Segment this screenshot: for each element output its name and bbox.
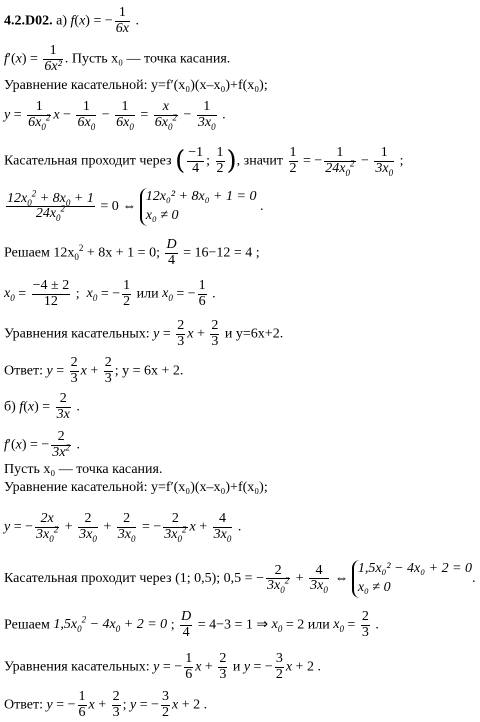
problem-header: 4.2.D02. а) f(x) = − $\frac{1}{6x}$ . bbox=[4, 5, 139, 36]
a-system bbox=[140, 188, 257, 226]
b-derivative-line: f′(x) = − $\frac{2}{3x^2}$ . bbox=[4, 429, 81, 460]
a-system-row1: 12x₀² + 8x₀ + 1 = 0 bbox=[145, 189, 257, 204]
b-tangents-line: Уравнения касательных: y = − $\frac{1}{6}$ x + $\frac{2}{3}$ и y = − $\frac{3}{2}$ x + 2 . bbox=[4, 651, 321, 682]
b-passes-line: Касательная проходит через (1; 0,5); 0,5 = − $\frac{2}{3x_0^2}$ + $\frac{4}{3x_0}$ ⇔ 1,5x₀² − 4x₀ + 2 = 0 x₀ ≠ 0. bbox=[4, 560, 476, 598]
a-equation-line: $\frac{12x_0^2 + 8x_0 + 1}{24x_0^2}$ = 0 ⇔ 12x₀² + 8x₀ + 1 = 0 x₀ ≠ 0 . bbox=[4, 188, 263, 226]
a-passes-line: Касательная проходит через ( $\frac{-1}{4}$ ; $\frac{1}{2}$ ), значит $\frac{1}{2}$ = − $\frac{1}{24x_0^2}$ − $\frac{1}{3x_0}$ ; bbox=[4, 145, 404, 178]
func-denominator: 6x bbox=[115, 20, 129, 36]
deriv-numerator: 1 bbox=[43, 44, 62, 60]
b-solve-line: Решаем $1,5x_0^2 - 4x_0 + 2 = 0$ ; $\frac{D}{4}$ = 4−3 = 1 ⇒ $x_0 = 2$ или $x_0$ = $\frac{2}{3}$ . bbox=[4, 609, 379, 640]
b-system-row1: 1,5x₀² − 4x₀ + 2 = 0 bbox=[357, 561, 473, 576]
a-tangent-expr: y = $\frac{1}{6x_0^2}$ x − $\frac{1}{6x_0}$ − $\frac{1}{6x_0}$ = $\frac{x}{6x_0^2}$ − $\frac{1}{3x_0}$ . bbox=[4, 99, 226, 132]
a-answer-label: Ответ: bbox=[4, 363, 43, 379]
b-func-line: б) f(x) = $\frac{2}{3x}$ . bbox=[4, 391, 80, 422]
a-tangents-title: Уравнения касательных: bbox=[4, 326, 150, 342]
deriv-denominator: 6x² bbox=[44, 58, 62, 74]
b-answer-line: Ответ: y = − $\frac{1}{6}$ x + $\frac{2}{3}$ ; y = − $\frac{3}{2}$ x + 2 . bbox=[4, 689, 208, 720]
part-b-label: б) bbox=[4, 399, 16, 415]
b-tangents-title: Уравнения касательных: bbox=[4, 659, 150, 675]
b-point-text: Пусть x₀ — точка касания. bbox=[4, 462, 163, 477]
a-derivative-line: f′(x) = $\frac{1}{\text{6x²}}$ . Пусть x₀ — точка касания. bbox=[4, 43, 231, 74]
func-numerator: 1 bbox=[115, 6, 130, 22]
b-system-row2: x₀ ≠ 0 bbox=[357, 579, 391, 595]
problem-id: 4.2.D02. bbox=[4, 13, 53, 29]
a-roots-line: $x_0$ = $\frac{-4 \pm 2}{12}$ ; $x_0$ = − $\frac{1}{2}$ или $x_0$ = − $\frac{1}{6}$ . bbox=[4, 278, 216, 309]
b-tangent-expr: y = − $\frac{2x}{3x_0^2}$ + $\frac{2}{3x_0}$ + $\frac{2}{3x_0}$ = − $\frac{2}{3x_0^2}$ x + $\frac{4}{3x_0}$ . bbox=[4, 511, 242, 544]
part-a-label: а) bbox=[56, 13, 68, 29]
a-answer-line: Ответ: y = $\frac{2}{3}$ x + $\frac{2}{3}$ ; y = 6x + 2. bbox=[4, 355, 184, 386]
b-answer-label: Ответ: bbox=[4, 697, 43, 713]
a-system-row2: x₀ ≠ 0 bbox=[145, 207, 179, 223]
a-tangent-title: Уравнение касательной: y=f′(x₀)(x–x₀)+f(x₀); bbox=[4, 78, 268, 93]
b-passes-text: Касательная проходит через (1; 0,5); bbox=[4, 571, 221, 587]
a-point-text: . Пусть x₀ — точка касания. bbox=[64, 51, 231, 67]
a-passes-text: Касательная проходит через bbox=[4, 153, 172, 169]
a-solve-line: Решаем $12x_0^2 + 8x + 1 = 0$; $\frac{D}{4}$ = 16−12 = 4 ; bbox=[4, 237, 260, 268]
b-tangent-title: Уравнение касательной: y=f′(x₀)(x–x₀)+f(x₀); bbox=[4, 480, 268, 495]
a-tangents-line: Уравнения касательных: y = $\frac{2}{3}$ x + $\frac{2}{3}$ и y=6x+2. bbox=[4, 318, 284, 349]
b-system bbox=[352, 560, 472, 598]
